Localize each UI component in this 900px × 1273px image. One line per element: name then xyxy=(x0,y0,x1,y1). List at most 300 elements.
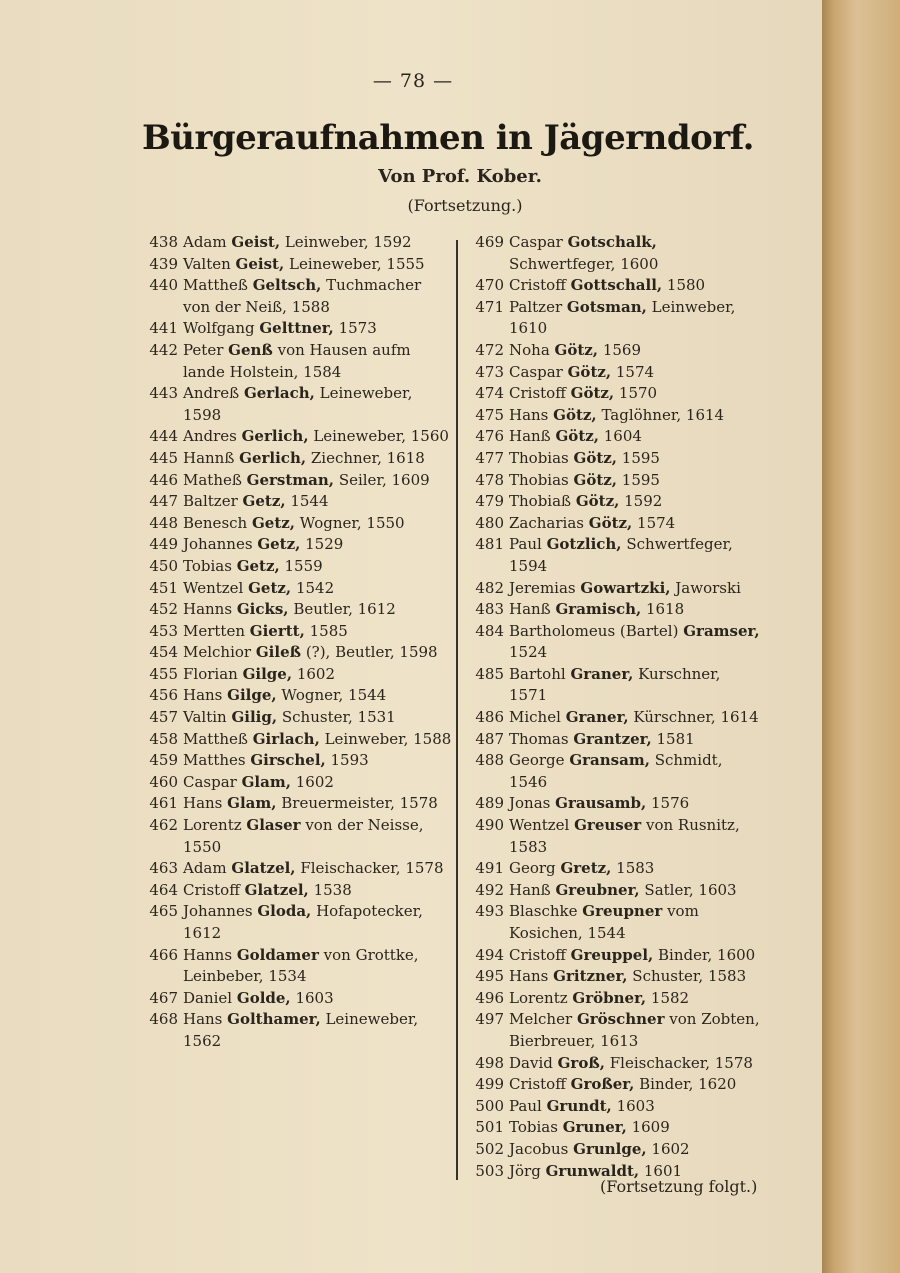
entry-details: Ziechner, 1618 xyxy=(310,448,425,467)
surname: Götz, xyxy=(570,384,615,403)
register-entry xyxy=(136,750,452,772)
entry-number: 493 xyxy=(475,902,504,921)
given-name: Hanns xyxy=(183,945,233,964)
entry-details: Breuermeister, 1578 xyxy=(281,794,438,813)
surname: Götz, xyxy=(573,448,618,467)
surname: Gerlich, xyxy=(239,448,307,467)
left-column xyxy=(136,232,452,1053)
entry-number: 472 xyxy=(475,340,504,359)
entry-details: Satler, 1603 xyxy=(644,880,737,899)
given-name: Paltzer xyxy=(509,297,563,316)
register-entry xyxy=(136,513,452,535)
surname: Gilge, xyxy=(242,664,293,683)
register-entry xyxy=(462,858,762,880)
entry-number: 470 xyxy=(475,276,504,295)
given-name: Jörg xyxy=(509,1161,541,1180)
entry-details: Leinweber, 1592 xyxy=(284,233,412,251)
entry-details: Wogner, 1550 xyxy=(299,513,405,532)
register-entry xyxy=(136,340,452,383)
given-name: Benesch xyxy=(183,513,248,532)
surname: Getz, xyxy=(251,513,296,532)
register-entry xyxy=(136,858,452,880)
entry-number: 495 xyxy=(475,967,504,986)
surname: Greuppel, xyxy=(570,945,654,964)
page-number: — 78 — xyxy=(372,70,454,92)
entry-number: 463 xyxy=(149,859,178,878)
surname: Getz, xyxy=(257,535,301,554)
entry-details: Tuchmacher von der Neiß, 1588 xyxy=(183,276,422,316)
given-name: Zacharias xyxy=(509,513,584,532)
given-name: George xyxy=(509,751,565,770)
entry-details: 1574 xyxy=(637,513,676,532)
given-name: Cristoff xyxy=(509,945,566,964)
entry-details: 1592 xyxy=(624,492,663,511)
given-name: Paul xyxy=(509,535,542,554)
entry-number: 443 xyxy=(149,384,178,403)
continued-note: (Fortsetzung.) xyxy=(407,196,523,215)
entry-number: 458 xyxy=(149,729,178,748)
entry-number: 452 xyxy=(149,600,178,619)
entry-number: 462 xyxy=(149,816,178,835)
entry-details: von Grottke, Leinbeber, 1534 xyxy=(183,945,419,986)
entry-number: 471 xyxy=(475,297,504,316)
entry-details: 1582 xyxy=(650,988,690,1007)
surname: Gransam, xyxy=(569,751,650,770)
surname: Großer, xyxy=(570,1075,635,1094)
given-name: Mertten xyxy=(183,621,245,640)
given-name: Hans xyxy=(183,686,223,705)
register-entry xyxy=(462,513,762,535)
surname: Gotsman, xyxy=(566,297,647,316)
register-entry xyxy=(462,880,762,902)
given-name: Tobias xyxy=(509,1118,558,1137)
entry-details: 1538 xyxy=(313,880,352,899)
given-name: Melcher xyxy=(509,1010,573,1029)
given-name: Cristoff xyxy=(509,384,566,403)
entry-details: Binder, 1620 xyxy=(639,1075,737,1094)
given-name: Bartohl xyxy=(509,664,566,683)
register-entry xyxy=(136,232,452,254)
surname: Grunlge, xyxy=(573,1139,647,1158)
surname: Gelttner, xyxy=(259,319,334,338)
surname: Geltsch, xyxy=(252,276,322,295)
entry-number: 440 xyxy=(149,276,178,295)
register-entry xyxy=(462,340,762,362)
register-entry xyxy=(136,599,452,621)
given-name: Cristoff xyxy=(183,880,240,899)
entry-details: 1559 xyxy=(284,556,323,575)
surname: Gröbner, xyxy=(572,988,647,1007)
entry-details: Fleischacker, 1578 xyxy=(300,859,444,878)
entry-details: Leineweber, 1598 xyxy=(183,384,413,424)
surname: Gileß xyxy=(255,643,302,662)
surname: Golthamer, xyxy=(227,1010,321,1029)
given-name: Johannes xyxy=(183,902,253,921)
surname: Gritzner, xyxy=(553,967,628,986)
surname: Götz, xyxy=(567,362,612,381)
entry-details: 1604 xyxy=(603,427,642,446)
register-entry xyxy=(462,793,762,815)
surname: Gowartzki, xyxy=(580,578,671,597)
given-name: Jonas xyxy=(509,794,551,813)
given-name: Adam xyxy=(183,859,227,878)
entry-details: Wogner, 1544 xyxy=(281,686,387,705)
given-name: Hanß xyxy=(509,600,551,619)
surname: Götz, xyxy=(553,405,597,424)
surname: Gotzlich, xyxy=(546,535,622,554)
entry-number: 468 xyxy=(149,1010,178,1029)
given-name: Cristoff xyxy=(509,1075,566,1094)
register-entry xyxy=(462,664,762,707)
surname: Getz, xyxy=(236,556,280,575)
entry-number: 473 xyxy=(475,362,504,381)
register-entry xyxy=(462,1096,762,1118)
register-entry xyxy=(136,1009,452,1052)
given-name: Caspar xyxy=(183,772,237,791)
register-entry xyxy=(136,448,452,470)
entry-details: Fleischacker, 1578 xyxy=(609,1053,753,1072)
register-entry xyxy=(462,1139,762,1161)
entry-details: Schuster, 1583 xyxy=(632,967,747,986)
entry-number: 479 xyxy=(475,492,504,511)
surname: Gottschall, xyxy=(570,276,663,295)
surname: Gruner, xyxy=(562,1118,627,1137)
entry-details: Schuster, 1531 xyxy=(281,708,396,727)
given-name: Cristoff xyxy=(509,276,566,295)
entry-details: 1569 xyxy=(602,340,641,359)
entry-number: 438 xyxy=(149,233,178,251)
entry-number: 446 xyxy=(149,470,178,489)
entry-number: 501 xyxy=(475,1118,504,1137)
entry-details: 1603 xyxy=(616,1096,655,1115)
given-name: Paul xyxy=(509,1096,542,1115)
entry-details: von der Neisse, 1550 xyxy=(183,816,424,856)
entry-number: 478 xyxy=(475,470,504,489)
register-entry xyxy=(136,426,452,448)
register-entry xyxy=(136,470,452,492)
register-entry xyxy=(136,815,452,858)
given-name: Jeremias xyxy=(509,578,576,597)
register-entry xyxy=(462,448,762,470)
register-entry xyxy=(462,362,762,384)
given-name: Hans xyxy=(183,1010,223,1029)
surname: Gotschalk, xyxy=(567,233,657,251)
surname: Greubner, xyxy=(555,880,640,899)
register-entry xyxy=(462,945,762,967)
entry-details: Schmidt, 1546 xyxy=(509,751,723,791)
register-entry xyxy=(462,275,762,297)
register-entry xyxy=(136,318,452,340)
entry-number: 486 xyxy=(475,708,504,727)
entry-number: 439 xyxy=(149,254,178,273)
entry-details: 1580 xyxy=(666,276,706,295)
register-entry xyxy=(136,729,452,751)
entry-details: Leineweber, 1560 xyxy=(313,427,449,446)
given-name: Caspar xyxy=(509,233,563,251)
register-entry xyxy=(462,966,762,988)
entry-number: 448 xyxy=(149,513,178,532)
surname: Graner, xyxy=(565,708,629,727)
register-entry xyxy=(462,750,762,793)
register-entry xyxy=(462,426,762,448)
entry-number: 447 xyxy=(149,492,178,511)
entry-number: 502 xyxy=(475,1139,504,1158)
surname: Geist, xyxy=(235,254,285,273)
entry-details: Leinweber, 1588 xyxy=(324,729,452,748)
entry-details: Binder, 1600 xyxy=(658,945,756,964)
surname: Graner, xyxy=(570,664,634,683)
entry-number: 469 xyxy=(475,233,504,251)
entry-details: Kurschner, 1571 xyxy=(509,664,721,705)
surname: Götz, xyxy=(588,513,633,532)
entry-details: 1524 xyxy=(509,643,548,662)
register-entry xyxy=(462,1074,762,1096)
register-entry xyxy=(462,383,762,405)
entry-number: 449 xyxy=(149,535,178,554)
entry-details: 1570 xyxy=(618,384,658,403)
register-entry xyxy=(136,685,452,707)
entry-details: Leinweber, 1610 xyxy=(509,297,736,338)
entry-details: Seiler, 1609 xyxy=(338,470,430,489)
surname: Giertt, xyxy=(249,621,305,640)
register-entry xyxy=(462,534,762,577)
given-name: Jacobus xyxy=(509,1139,569,1158)
register-entry xyxy=(136,988,452,1010)
entry-details: 1585 xyxy=(309,621,348,640)
entry-details: (?), Beutler, 1598 xyxy=(305,643,438,662)
surname: Götz, xyxy=(573,470,618,489)
register-entry xyxy=(462,297,762,340)
given-name: Valten xyxy=(183,254,231,273)
surname: Glam, xyxy=(227,794,277,813)
entry-number: 465 xyxy=(149,902,178,921)
register-entry xyxy=(136,707,452,729)
surname: Gerlach, xyxy=(243,384,315,403)
entry-details: 1602 xyxy=(295,772,334,791)
entry-number: 484 xyxy=(475,621,504,640)
entry-number: 503 xyxy=(475,1161,504,1180)
register-entry xyxy=(462,621,762,664)
entry-number: 461 xyxy=(149,794,178,813)
entry-number: 466 xyxy=(149,945,178,964)
entry-details: Leineweber, 1562 xyxy=(183,1010,419,1050)
surname: Gerstman, xyxy=(246,470,335,489)
entry-details: 1601 xyxy=(643,1161,683,1180)
entry-number: 444 xyxy=(149,427,178,446)
surname: Geist, xyxy=(231,233,281,251)
entry-details: Hofapotecker, 1612 xyxy=(183,902,423,942)
given-name: Blaschke xyxy=(509,902,578,921)
entry-number: 485 xyxy=(475,664,504,683)
entry-number: 464 xyxy=(149,880,178,899)
register-entry xyxy=(462,1009,762,1052)
entry-number: 492 xyxy=(475,880,504,899)
given-name: Andreß xyxy=(183,384,240,403)
register-entry xyxy=(462,707,762,729)
entry-details: 1576 xyxy=(651,794,690,813)
entry-number: 456 xyxy=(149,686,178,705)
given-name: Matheß xyxy=(183,470,242,489)
given-name: Baltzer xyxy=(183,492,238,511)
given-name: Hannß xyxy=(183,448,235,467)
register-entry xyxy=(462,232,762,275)
entry-number: 460 xyxy=(149,772,178,791)
entry-number: 457 xyxy=(149,708,178,727)
surname: Gramser, xyxy=(683,621,760,640)
surname: Getz, xyxy=(248,578,292,597)
register-entry xyxy=(136,642,452,664)
entry-number: 451 xyxy=(149,578,178,597)
entry-details: vom Kosichen, 1544 xyxy=(509,902,699,942)
given-name: Andres xyxy=(183,427,237,446)
surname: Gröschner xyxy=(576,1010,665,1029)
entry-number: 450 xyxy=(149,556,178,575)
given-name: Hanß xyxy=(509,427,551,446)
register-entry xyxy=(136,664,452,686)
given-name: Caspar xyxy=(509,362,563,381)
register-entry xyxy=(136,880,452,902)
given-name: Hans xyxy=(509,967,549,986)
given-name: Hans xyxy=(183,794,223,813)
given-name: Bartholomeus (Bartel) xyxy=(509,621,679,640)
register-entry xyxy=(462,599,762,621)
entry-number: 453 xyxy=(149,621,178,640)
entry-details: Kürschner, 1614 xyxy=(633,708,759,727)
surname: Grausamb, xyxy=(555,794,647,813)
entry-number: 494 xyxy=(475,945,504,964)
surname: Greuser xyxy=(574,816,642,835)
given-name: Lorentz xyxy=(509,988,568,1007)
given-name: Melchior xyxy=(183,643,252,662)
entry-number: 445 xyxy=(149,448,178,467)
entry-number: 496 xyxy=(475,988,504,1007)
entry-details: 1544 xyxy=(290,492,329,511)
given-name: Mattheß xyxy=(183,729,248,748)
article-title: Bürgeraufnahmen in Jägerndorf. xyxy=(142,118,754,158)
given-name: Thobiaß xyxy=(509,492,572,511)
entry-number: 459 xyxy=(149,751,178,770)
surname: Glam, xyxy=(241,772,291,791)
entry-number: 475 xyxy=(475,405,504,424)
given-name: Florian xyxy=(183,664,238,683)
entry-number: 487 xyxy=(475,729,504,748)
surname: Gilig, xyxy=(231,708,278,727)
entry-number: 500 xyxy=(475,1096,504,1115)
given-name: Thomas xyxy=(509,729,569,748)
given-name: Hanß xyxy=(509,880,551,899)
column-divider xyxy=(456,240,458,1180)
footer-note: (Fortsetzung folgt.) xyxy=(600,1177,758,1196)
entry-number: 477 xyxy=(475,448,504,467)
given-name: Peter xyxy=(183,340,224,359)
surname: Gloda, xyxy=(257,902,312,921)
given-name: Hanns xyxy=(183,600,233,619)
entry-details: 1593 xyxy=(330,751,369,770)
surname: Götz, xyxy=(554,340,599,359)
register-entry xyxy=(136,793,452,815)
surname: Groß, xyxy=(557,1053,605,1072)
entry-details: 1581 xyxy=(656,729,695,748)
surname: Glatzel, xyxy=(244,880,309,899)
entry-number: 481 xyxy=(475,535,504,554)
entry-number: 498 xyxy=(475,1053,504,1072)
register-entry xyxy=(136,254,452,276)
given-name: David xyxy=(509,1053,553,1072)
entry-details: 1595 xyxy=(621,448,660,467)
entry-details: Taglöhner, 1614 xyxy=(601,405,725,424)
entry-number: 441 xyxy=(149,319,178,338)
entry-number: 488 xyxy=(475,751,504,770)
surname: Götz, xyxy=(575,492,620,511)
surname: Glaser xyxy=(246,816,301,835)
register-entry xyxy=(136,901,452,944)
surname: Götz, xyxy=(555,427,599,446)
surname: Greupner xyxy=(582,902,663,921)
register-entry xyxy=(136,578,452,600)
surname: Gretz, xyxy=(560,859,612,878)
entry-number: 467 xyxy=(149,988,178,1007)
entry-number: 482 xyxy=(475,578,504,597)
register-entry xyxy=(462,815,762,858)
given-name: Georg xyxy=(509,859,556,878)
surname: Grunwaldt, xyxy=(545,1161,640,1180)
surname: Gilge, xyxy=(227,686,277,705)
surname: Gerlich, xyxy=(241,427,309,446)
entry-details: 1609 xyxy=(631,1118,670,1137)
entry-details: von Rusnitz, 1583 xyxy=(509,816,740,856)
register-entry xyxy=(136,772,452,794)
given-name: Wolfgang xyxy=(183,319,255,338)
entry-details: Schwertfeger, 1600 xyxy=(509,254,659,273)
surname: Genß xyxy=(228,340,273,359)
entry-details: Jaworski xyxy=(675,578,741,597)
surname: Gramisch, xyxy=(555,600,642,619)
entry-details: 1618 xyxy=(646,600,685,619)
register-entry xyxy=(462,1053,762,1075)
surname: Gicks, xyxy=(236,600,289,619)
entry-details: Leineweber, 1555 xyxy=(288,254,425,273)
entry-details: 1573 xyxy=(338,319,377,338)
given-name: Thobias xyxy=(509,470,569,489)
article-author: Von Prof. Kober. xyxy=(378,166,542,187)
entry-details: 1574 xyxy=(615,362,655,381)
register-entry xyxy=(136,945,452,988)
given-name: Valtin xyxy=(183,708,227,727)
entry-number: 442 xyxy=(149,340,178,359)
given-name: Lorentz xyxy=(183,816,242,835)
register-entry xyxy=(462,405,762,427)
register-entry xyxy=(136,383,452,426)
given-name: Noha xyxy=(509,340,550,359)
surname: Glatzel, xyxy=(231,859,296,878)
entry-number: 455 xyxy=(149,664,178,683)
register-entry xyxy=(136,275,452,318)
entry-details: von Hausen aufm lande Holstein, 1584 xyxy=(183,340,411,381)
given-name: Tobias xyxy=(183,556,232,575)
book-spine-edge xyxy=(822,0,900,1273)
entry-details: 1542 xyxy=(295,578,335,597)
surname: Goldamer xyxy=(236,945,319,964)
entry-number: 480 xyxy=(475,513,504,532)
entry-number: 474 xyxy=(475,384,504,403)
given-name: Thobias xyxy=(509,448,569,467)
given-name: Wentzel xyxy=(183,578,244,597)
given-name: Daniel xyxy=(183,988,233,1007)
entry-number: 491 xyxy=(475,859,504,878)
entry-details: 1602 xyxy=(296,664,336,683)
register-entry xyxy=(462,578,762,600)
entry-details: Beutler, 1612 xyxy=(293,600,396,619)
